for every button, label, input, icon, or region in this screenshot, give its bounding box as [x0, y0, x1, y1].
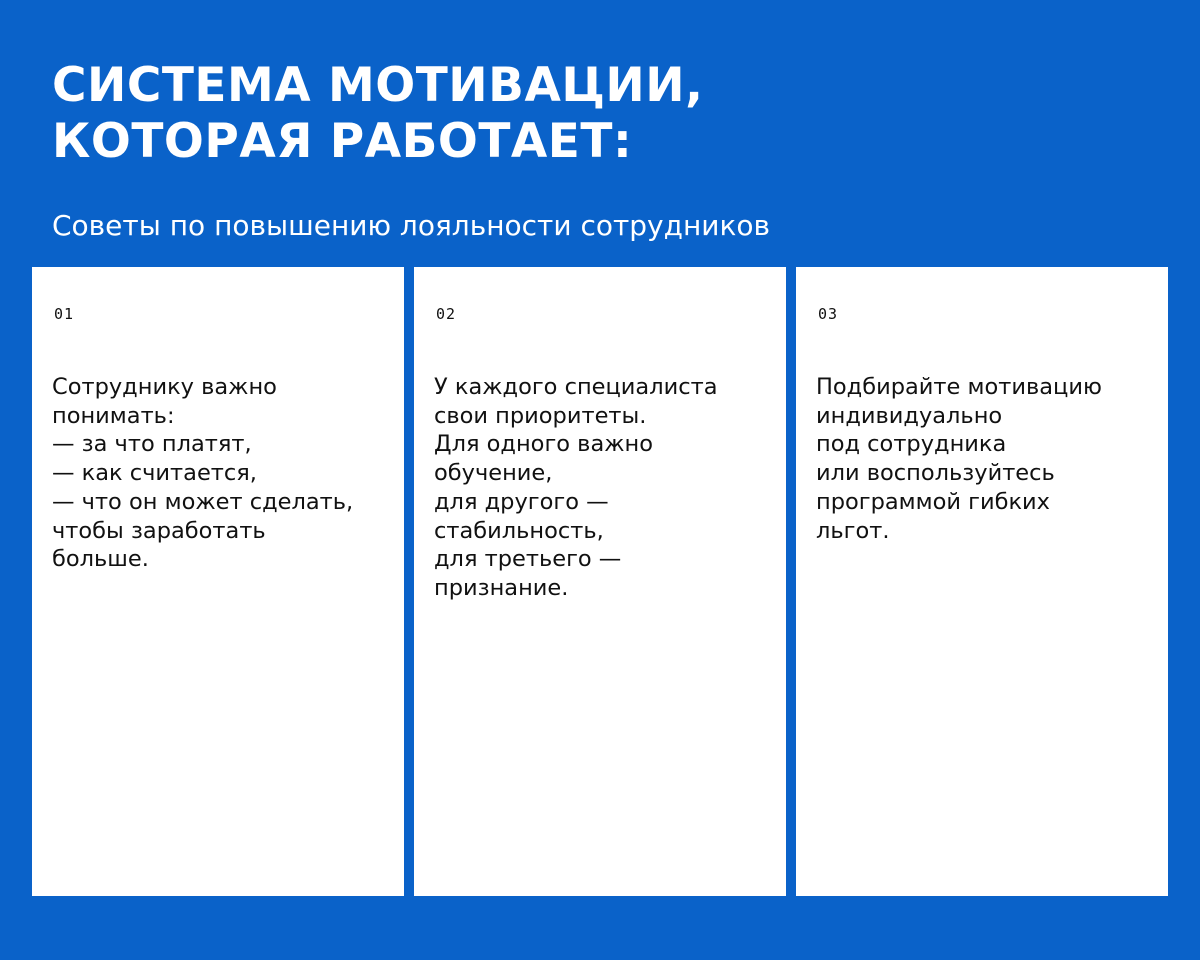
- tip-line: льгот.: [816, 517, 890, 544]
- tip-line: — за что платят,: [52, 431, 252, 458]
- tip-line: для другого —: [434, 488, 609, 515]
- tip-card-text: [816, 373, 1158, 545]
- tip-card-3: [796, 267, 1168, 896]
- page-subtitle: Советы по повышению лояльности сотрудников: [52, 209, 771, 242]
- tips-cards: [32, 267, 1168, 896]
- title-line-2: КОТОРАЯ РАБОТАЕТ:: [52, 114, 633, 169]
- tip-line: обучение,: [434, 460, 553, 487]
- tip-card-text: [52, 373, 394, 574]
- tip-line: У каждого специалиста: [434, 374, 718, 400]
- tip-card-number: 03: [818, 305, 839, 323]
- tip-card-number: 02: [436, 305, 457, 323]
- tip-card-text: [434, 373, 776, 603]
- tip-card-2: [414, 267, 786, 896]
- tip-line: — как считается,: [52, 460, 257, 487]
- tip-line: Подбирайте мотивацию: [816, 374, 1102, 400]
- tip-line: Для одного важно: [434, 431, 653, 458]
- tip-line: для третьего —: [434, 546, 622, 573]
- tip-line: признание.: [434, 574, 569, 601]
- tip-line: стабильность,: [434, 517, 604, 544]
- tip-line: индивидуально: [816, 402, 1003, 429]
- tip-line: или воспользуйтесь: [816, 460, 1055, 487]
- tip-line: чтобы заработать: [52, 517, 266, 544]
- tip-card-1: [32, 267, 404, 896]
- tip-card-number: 01: [54, 305, 75, 323]
- tip-line: — что он может сделать,: [52, 488, 354, 515]
- tip-line: под сотрудника: [816, 431, 1007, 458]
- tip-line: программой гибких: [816, 488, 1050, 515]
- page-title: [52, 58, 1152, 170]
- tip-line: Сотруднику важно: [52, 374, 277, 400]
- tip-line: понимать:: [52, 402, 175, 429]
- tip-line: больше.: [52, 546, 149, 573]
- tip-line: свои приоритеты.: [434, 402, 647, 429]
- title-line-1: СИСТЕМА МОТИВАЦИИ,: [52, 58, 704, 113]
